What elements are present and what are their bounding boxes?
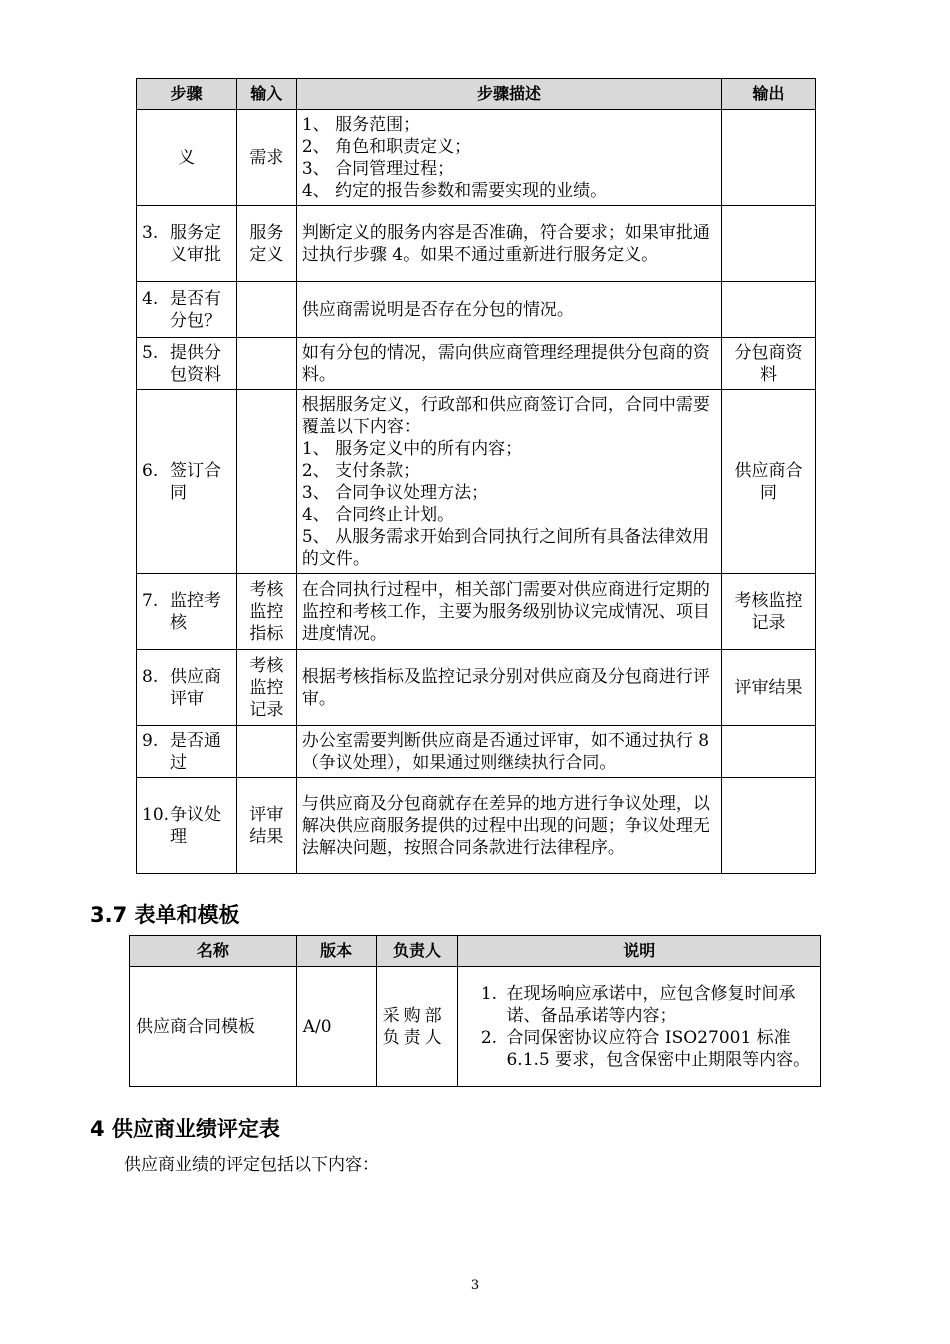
step-input: 评审结果 [236,778,296,874]
section-4-intro: 供应商业绩的评定包括以下内容： [124,1155,379,1175]
step-name: 服务定义审批 [170,222,221,265]
step-number: 6. [142,460,159,481]
step-name: 是否有分包？ [170,288,221,331]
forms-table [129,935,821,1087]
step-input: 服务定义 [236,206,296,282]
table-row [137,390,816,574]
section-3-7-title: 3.7 表单和模板 [90,903,240,927]
header-notes: 说明 [458,936,821,967]
description-line: 4、 约定的报告参数和需要实现的业绩。 [301,180,608,201]
header-version: 版本 [296,936,376,967]
table-row [137,206,816,282]
description-line: 判断定义的服务内容是否准确，符合要求；如果审批通过执行步骤 4。如果不通过重新进行服务定义。 [301,222,710,265]
step-output: 考核监控记录 [722,574,816,650]
header-owner: 负责人 [376,936,458,967]
description-line: 2、 支付条款； [301,460,421,481]
step-cell [137,574,237,650]
step-number: 7. [142,590,159,611]
steps-table [136,78,816,874]
table-row [137,650,816,726]
description-line: 如有分包的情况，需向供应商管理经理提供分包商的资料。 [301,342,710,385]
step-input [236,726,296,778]
header-output: 输出 [722,79,816,110]
description-line: 5、 从服务需求开始到合同执行之间所有具备法律效用的文件。 [301,526,710,569]
table-row [137,726,816,778]
step-cell [137,726,237,778]
section-4-title: 4 供应商业绩评定表 [90,1117,280,1141]
step-description [296,206,721,282]
step-input: 需求 [236,110,296,206]
step-cell [137,778,237,874]
header-step: 步骤 [137,79,237,110]
step-description [296,110,721,206]
description-line: 在合同执行过程中，相关部门需要对供应商进行定期的监控和考核工作，主要为服务级别协议完成情况、项目进度情况。 [301,579,710,644]
step-input [236,338,296,390]
step-input [236,390,296,574]
form-owner: 采购部负责人 [376,967,458,1087]
step-number: 4. [142,288,159,309]
description-line: 3、 合同管理过程； [301,158,455,179]
description-line: 根据服务定义，行政部和供应商签订合同，合同中需要覆盖以下内容： [301,394,710,437]
step-output: 评审结果 [722,650,816,726]
table-row [130,967,821,1087]
step-cell [137,338,237,390]
table-row [137,778,816,874]
step-output [722,110,816,206]
table-row [137,574,816,650]
step-description [296,282,721,338]
header-description: 步骤描述 [296,79,721,110]
step-cell [137,282,237,338]
step-description [296,390,721,574]
step-name: 义 [177,147,195,168]
description-line: 1、 服务范围； [301,114,421,135]
step-input: 考核监控指标 [236,574,296,650]
description-line: 根据考核指标及监控记录分别对供应商及分包商进行评审。 [301,666,710,709]
notes-list [464,983,814,1071]
page-number: 3 [470,1278,480,1293]
step-description [296,338,721,390]
step-name: 供应商评审 [170,666,221,709]
step-number: 5. [142,342,159,363]
step-cell [137,110,237,206]
steps-header-row [137,79,816,110]
description-line: 办公室需要判断供应商是否通过评审，如不通过执行 8（争议处理），如果通过则继续执行合同。 [301,730,710,773]
form-version: A/0 [296,967,376,1087]
step-description [296,778,721,874]
header-name: 名称 [130,936,297,967]
step-name: 争议处理 [170,804,221,847]
step-cell [137,390,237,574]
step-number: 9. [142,730,159,751]
step-description [296,726,721,778]
description-line: 2、 角色和职责定义； [301,136,472,157]
forms-header-row [130,936,821,967]
step-name: 是否通过 [170,730,221,773]
description-line: 4、 合同终止计划。 [301,504,455,525]
description-line: 3、 合同争议处理方法； [301,482,489,503]
step-output: 分包商资料 [722,338,816,390]
step-number: 3. [142,222,159,243]
list-item: 2. 合同保密协议应符合 ISO27001 标准 6.1.5 要求，包含保密中止期限等内容。 [502,1027,814,1071]
step-output [722,206,816,282]
description-line: 与供应商及分包商就存在差异的地方进行争议处理，以解决供应商服务提供的过程中出现的问题；争议处理无法解决问题，按照合同条款进行法律程序。 [301,793,710,858]
table-row [137,110,816,206]
table-row [137,338,816,390]
list-item: 1. 在现场响应承诺中，应包含修复时间承诺、备品承诺等内容； [502,983,814,1027]
step-output [722,778,816,874]
step-number: 10. [142,804,170,825]
step-description [296,650,721,726]
step-input [236,282,296,338]
form-name: 供应商合同模板 [130,967,297,1087]
description-line: 1、 服务定义中的所有内容； [301,438,523,459]
header-input: 输入 [236,79,296,110]
step-number: 8. [142,666,159,687]
step-name: 提供分包资料 [170,342,221,385]
step-output: 供应商合同 [722,390,816,574]
description-line: 供应商需说明是否存在分包的情况。 [301,299,574,320]
table-row [137,282,816,338]
step-cell [137,650,237,726]
form-notes [458,967,821,1087]
step-name: 签订合同 [170,460,221,503]
step-input: 考核监控记录 [236,650,296,726]
step-output [722,726,816,778]
step-name: 监控考核 [170,590,221,633]
step-description [296,574,721,650]
step-output [722,282,816,338]
step-cell [137,206,237,282]
